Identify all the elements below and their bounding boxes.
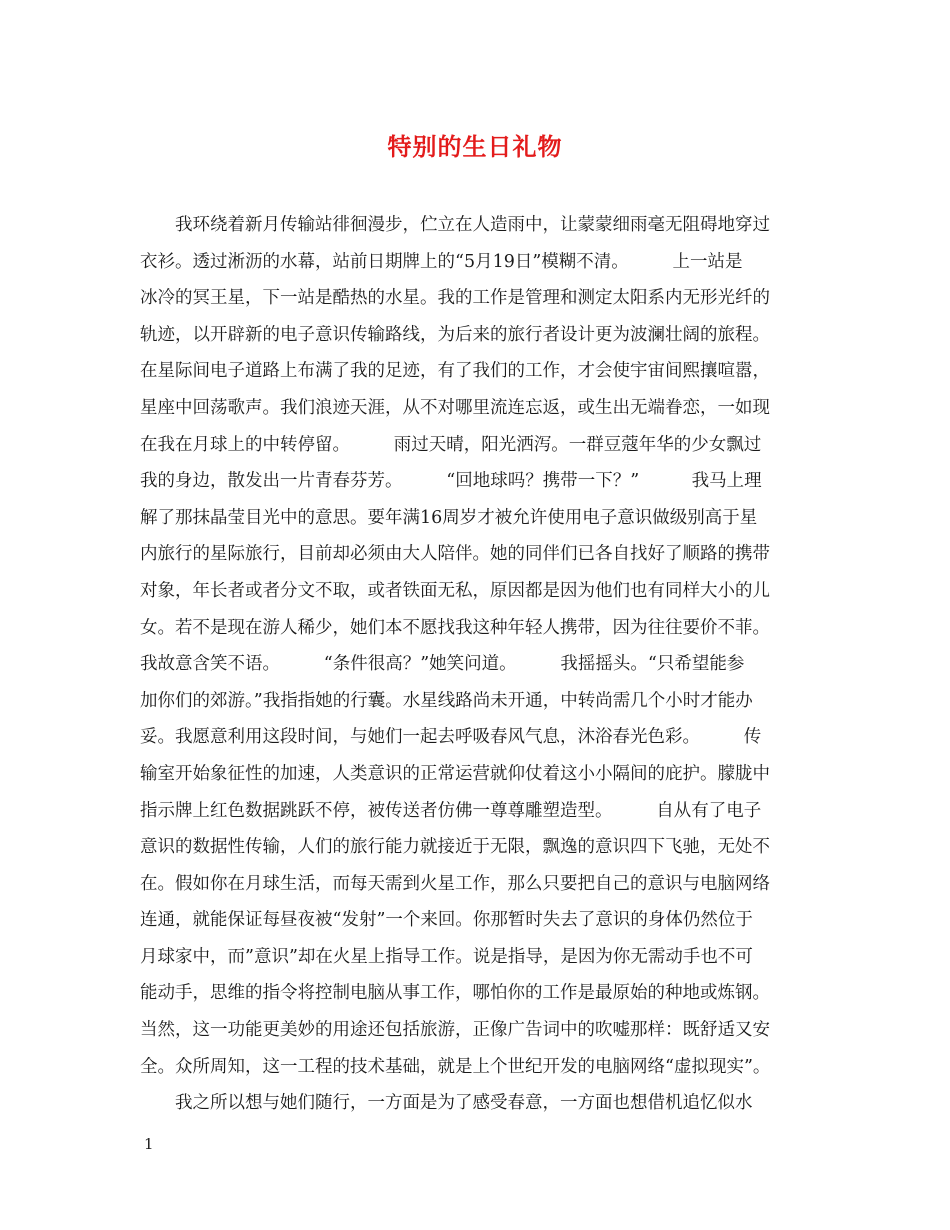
body-line: 指示牌上红色数据跳跃不停，被传送者仿佛一尊尊雕塑造型。 自从有了电子	[140, 800, 762, 821]
body-line: 我故意含笑不语。 “条件很高？”她笑问道。 我摇摇头。“只希望能参	[140, 654, 745, 675]
body-line: 在星际间电子道路上布满了我的足迹，有了我们的工作，才会使宇宙间熙攘喧嚣，	[140, 361, 770, 382]
body-line: 我的身边，散发出一片青春芬芳。 “回地球吗？携带一下？” 我马上理	[140, 471, 762, 492]
body-line: 我之所以想与她们随行，一方面是为了感受春意，一方面也想借机追忆似水	[140, 1093, 753, 1114]
body-line: 在。假如你在月球生活，而每天需到火星工作，那么只要把自己的意识与电脑网络	[140, 873, 770, 894]
body-line: 全。众所周知，这一工程的技术基础，就是上个世纪开发的电脑网络“虚拟现实”。	[140, 1056, 771, 1077]
body-line: 加你们的郊游。”我指指她的行囊。水星线路尚未开通，中转尚需几个小时才能办	[140, 690, 753, 711]
document-title: 特别的生日礼物	[387, 132, 563, 161]
body-line: 内旅行的星际旅行，目前却必须由大人陪伴。她的同伴们已各自找好了顺路的携带	[140, 544, 770, 565]
body-line: 女。若不是现在游人稀少，她们本不愿找我这种年轻人携带，因为往往要价不菲。	[140, 617, 770, 638]
body-line: 轨迹，以开辟新的电子意识传输路线，为后来的旅行者设计更为波澜壮阔的旅程。	[140, 324, 770, 345]
body-line: 当然，这一功能更美妙的用途还包括旅游，正像广告词中的吹嘘那样：既舒适又安	[140, 1020, 770, 1041]
document-body	[140, 207, 810, 1122]
body-line: 衣衫。透过淅沥的水幕，站前日期牌上的“5月19日”模糊不清。 上一站是	[140, 251, 743, 272]
page-number: 1	[144, 1135, 154, 1153]
body-line: 能动手，思维的指令将控制电脑从事工作，哪怕你的工作是最原始的种地或炼钢。	[140, 983, 770, 1004]
body-line: 在我在月球上的中转停留。 雨过天晴，阳光洒泻。一群豆蔻年华的少女飘过	[140, 434, 762, 455]
body-line: 输室开始象征性的加速，人类意识的正常运营就仰仗着这小小隔间的庇护。朦胧中	[140, 763, 770, 784]
body-line: 月球家中，而”意识”却在火星上指导工作。说是指导，是因为你无需动手也不可	[140, 946, 753, 967]
body-line: 解了那抹晶莹目光中的意思。要年满16周岁才被允许使用电子意识做级别高于星	[140, 507, 758, 528]
body-line: 对象，年长者或者分文不取，或者铁面无私，原因都是因为他们也有同样大小的儿	[140, 580, 770, 601]
body-line: 妥。我愿意利用这段时间，与她们一起去呼吸春风气息，沐浴春光色彩。 传	[140, 727, 762, 748]
body-line: 星座中回荡歌声。我们浪迹天涯，从不对哪里流连忘返，或生出无端眷恋，一如现	[140, 397, 770, 418]
body-line: 我环绕着新月传输站徘徊漫步，伫立在人造雨中，让蒙蒙细雨毫无阻碍地穿过	[140, 215, 770, 235]
body-line: 连通，就能保证每昼夜被“发射”一个来回。你那暂时失去了意识的身体仍然位于	[140, 910, 753, 931]
body-line: 冰冷的冥王星，下一站是酷热的水星。我的工作是管理和测定太阳系内无形光纤的	[140, 288, 770, 309]
body-line: 意识的数据性传输，人们的旅行能力就接近于无限，飘逸的意识四下飞驰，无处不	[140, 837, 770, 858]
